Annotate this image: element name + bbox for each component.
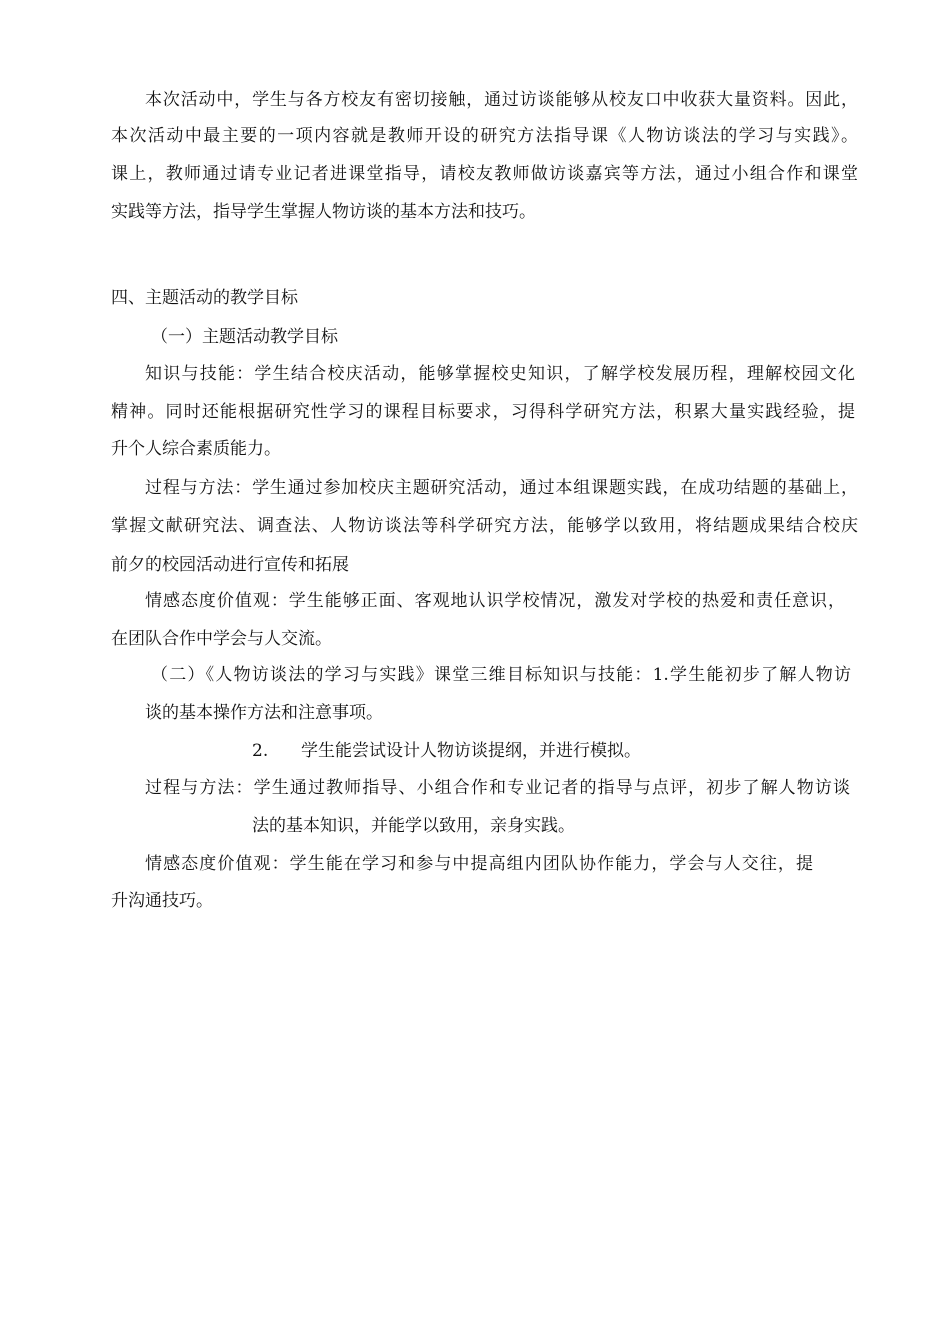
- intro-line-1: 本次活动中，学生与各方校友有密切接触，通过访谈能够从校友口中收获大量资料。因此，: [145, 90, 858, 110]
- knowledge-line-3: 升个人综合素质能力。: [111, 439, 281, 459]
- list-item-text: 学生能尝试设计人物访谈提纲，并进行模拟。: [301, 741, 641, 761]
- subsection-2-line-2: 谈的基本操作方法和注意事项。: [145, 703, 383, 723]
- subsection-heading-1: （一）主题活动教学目标: [151, 327, 338, 347]
- knowledge-line-1: 知识与技能：学生结合校庆活动，能够掌握校史知识，了解学校发展历程，理解校园文化: [145, 364, 855, 384]
- knowledge-line-2: 精神。同时还能根据研究性学习的课程目标要求，习得科学研究方法，积累大量实践经验，提: [111, 402, 855, 422]
- section-heading: 四、主题活动的教学目标: [111, 288, 298, 308]
- subsection-heading-2: （二）《人物访谈法的学习与实践》课堂三维目标知识与技能：1.学生能初步了解人物访: [151, 665, 851, 685]
- emotion2-line-2: 升沟通技巧。: [111, 891, 213, 911]
- process-line-2: 掌握文献研究法、调查法、人物访谈法等科学研究方法，能够学以致用，将结题成果结合校庆: [111, 516, 858, 536]
- list-item-number: 2.: [252, 741, 269, 761]
- process2-line-1: 过程与方法：学生通过教师指导、小组合作和专业记者的指导与点评，初步了解人物访谈: [145, 778, 850, 798]
- intro-line-4: 实践等方法，指导学生掌握人物访谈的基本方法和技巧。: [111, 202, 536, 222]
- intro-line-3: 课上，教师通过请专业记者进课堂指导，请校友教师做访谈嘉宾等方法，通过小组合作和课堂: [111, 164, 858, 184]
- process-line-1: 过程与方法：学生通过参加校庆主题研究活动，通过本组课题实践，在成功结题的基础上，: [145, 478, 858, 498]
- emotion2-line-1: 情感态度价值观：学生能在学习和参与中提高组内团队协作能力，学会与人交往，提: [145, 854, 813, 874]
- emotion-line-1: 情感态度价值观：学生能够正面、客观地认识学校情况，激发对学校的热爱和责任意识，: [145, 591, 845, 611]
- process2-line-2: 法的基本知识，并能学以致用，亲身实践。: [252, 816, 575, 836]
- intro-line-2: 本次活动中最主要的一项内容就是教师开设的研究方法指导课《人物访谈法的学习与实践》。: [111, 126, 858, 146]
- process-line-3: 前夕的校园活动进行宣传和拓展: [111, 555, 349, 575]
- emotion-line-2: 在团队合作中学会与人交流。: [111, 629, 332, 649]
